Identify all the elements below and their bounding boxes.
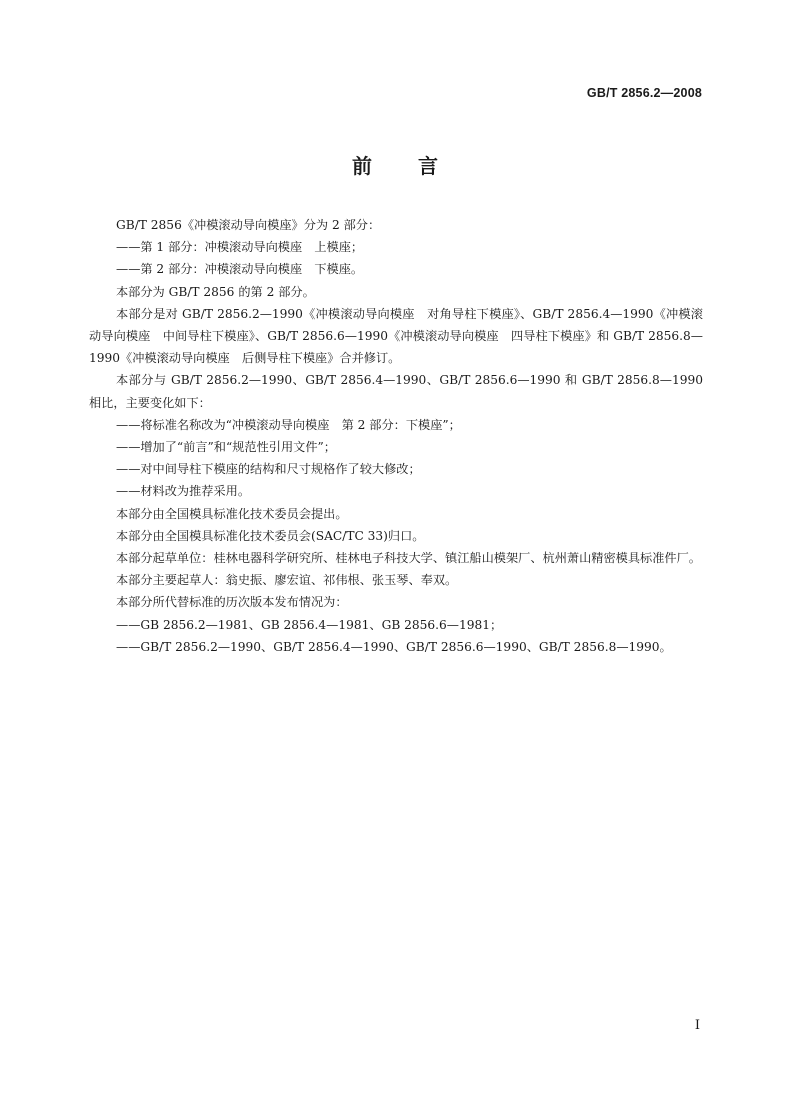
page-number: I bbox=[694, 1018, 700, 1033]
standard-code: GB/T 2856.2—2008 bbox=[586, 86, 702, 100]
paragraph-proposed-by: 本部分由全国模具标准化技术委员会提出。 bbox=[116, 506, 348, 521]
paragraph-parts-intro: GB/T 2856《冲模滚动导向模座》分为 2 部分： bbox=[116, 218, 381, 232]
foreword-body bbox=[89, 214, 707, 658]
list-item-change-4: ——材料改为推荐采用。 bbox=[116, 484, 251, 499]
paragraph-drafters: 本部分主要起草人：翁史振、廖宏谊、祁伟根、张玉琴、奉双。 bbox=[116, 573, 458, 588]
title-char-1: 前 bbox=[352, 154, 374, 178]
paragraph-revision: 本部分是对 GB/T 2856.2—1990《冲模滚动导向模座 对角导柱下模座》、GB/T 2856.4—1990《冲模滚动导向模座 中间导柱下模座》、GB/T 2856.6—1990《冲模滚动导向模座 四导柱下模座》和 GB/T 2856.8—1990《冲模滚动导向模座 后侧导柱下模座》合并修订。 bbox=[89, 306, 703, 366]
paragraph-changes-intro: 本部分与 GB/T 2856.2—1990、GB/T 2856.4—1990、GB/T 2856.6—1990 和 GB/T 2856.8—1990 相比，主要变化如下： bbox=[89, 373, 707, 410]
list-item-history-1981: ——GB 2856.2—1981、GB 2856.4—1981、GB 2856.6—1981； bbox=[116, 617, 503, 632]
page-title bbox=[0, 150, 792, 179]
list-item-history-1990: ——GB/T 2856.2—1990、GB/T 2856.4—1990、GB/T 2856.6—1990、GB/T 2856.8—1990。 bbox=[116, 639, 672, 654]
title-char-2: 言 bbox=[418, 154, 440, 178]
list-item-change-3: ——对中间导柱下模座的结构和尺寸规格作了较大修改； bbox=[116, 462, 421, 477]
paragraph-drafting-units: 本部分起草单位：桂林电器科学研究所、桂林电子科技大学、镇江船山模架厂、杭州萧山精密模具标准件厂。 bbox=[116, 551, 701, 566]
list-item-change-1: ——将标准名称改为“冲模滚动导向模座 第 2 部分：下模座”； bbox=[116, 417, 461, 432]
paragraph-history-intro: 本部分所代替标准的历次版本发布情况为： bbox=[116, 595, 348, 610]
paragraph-this-part: 本部分为 GB/T 2856 的第 2 部分。 bbox=[116, 284, 315, 299]
paragraph-administered-by: 本部分由全国模具标准化技术委员会(SAC/TC 33)归口。 bbox=[116, 528, 425, 543]
list-item-change-2: ——增加了“前言”和“规范性引用文件”； bbox=[116, 440, 336, 455]
list-item-part-2: ——第 2 部分：冲模滚动导向模座 下模座。 bbox=[116, 262, 364, 277]
list-item-part-1: ——第 1 部分：冲模滚动导向模座 上模座； bbox=[116, 240, 364, 255]
